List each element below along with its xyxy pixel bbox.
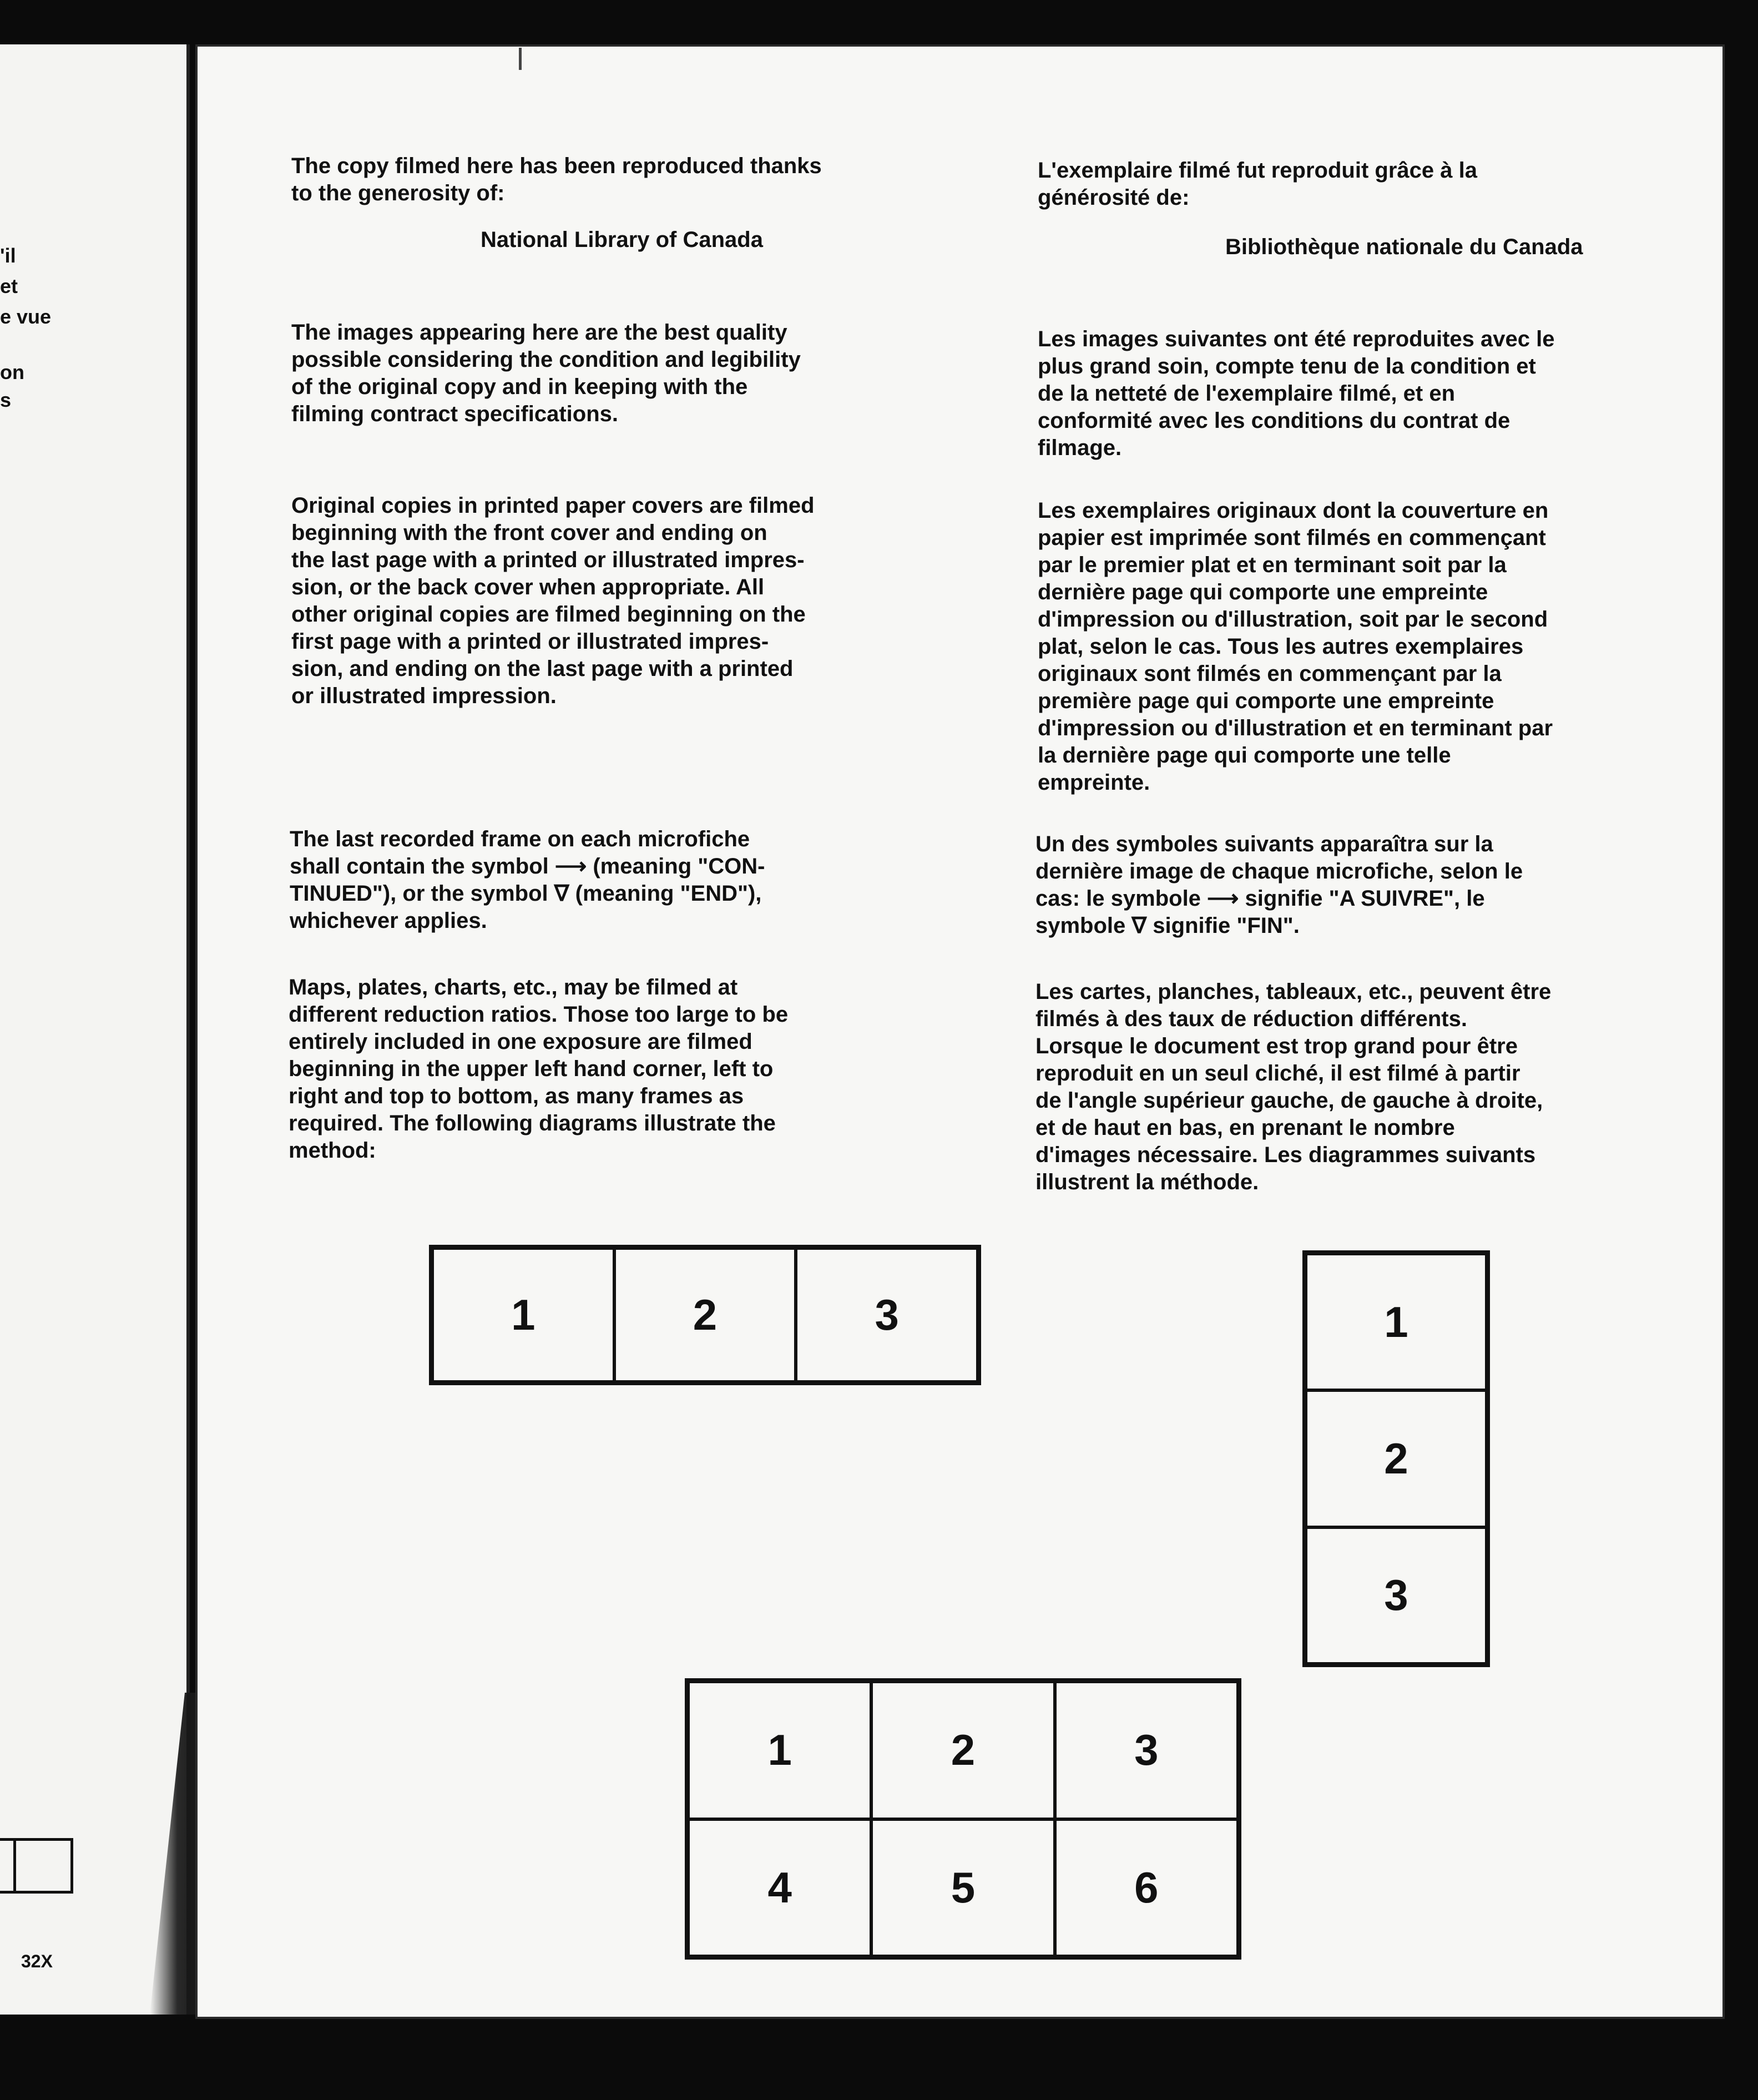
- left-page-fragment: et: [0, 275, 18, 297]
- frame-cell: 4: [688, 1819, 871, 1957]
- frame-cell: 6: [1055, 1819, 1238, 1957]
- fr-institution-name: Bibliothèque nationale du Canada: [1225, 235, 1583, 259]
- fr-symbols-text: Un des symboles suivants apparaîtra sur la dernière image de chaque microfiche, selon le cas: le symbole ⟶ signifie "A SUIVRE", le symbole ∇ signifie "FIN".: [1035, 832, 1523, 938]
- frame-cell: 3: [1055, 1682, 1238, 1819]
- fr-originals-text: Les exemplaires originaux dont la couverture en papier est imprimée sont filmés en commençant par le premier plat et en terminant soit par la dernière page qui comporte une empreinte d'impression ou d'illustration, soit par le second plat, selon le cas. Tous les autres exemplaires originaux sont filmés en commençant par la première page qui comporte une empreinte d'impression ou d'illustration et en terminant par la dernière page qui comporte une telle empreinte.: [1038, 498, 1553, 795]
- vertical-frame-diagram: [1302, 1250, 1490, 1667]
- horizontal-frame-diagram: [429, 1245, 981, 1385]
- en-maps-text: Maps, plates, charts, etc., may be filmed at different reduction ratios. Those too large to be entirely included in one exposure are filmed beginning in the upper left hand corner, left to right and top to bottom, as many frames as required. The following diagrams illustrate the method:: [289, 975, 789, 1163]
- fr-maps-text: Les cartes, planches, tableaux, etc., peuvent être filmés à des taux de réduction différents. Lorsque le document est trop grand pour être reproduit en un seul cliché, il est filmé à partir de l'angle supérieur gauche, de gauche à droite, et de haut en bas, en prenant le nombre d'images nécessaire. Les diagrammes suivants illustrent la méthode.: [1035, 980, 1552, 1194]
- frame-cell: 1: [1306, 1254, 1487, 1390]
- en-thanks-text: The copy filmed here has been reproduced thanks to the generosity of:: [291, 154, 822, 205]
- frame-cell: 3: [1306, 1527, 1487, 1664]
- en-institution-name: National Library of Canada: [481, 228, 763, 252]
- frame-cell: 5: [871, 1819, 1054, 1957]
- frame-cell: 3: [796, 1248, 978, 1382]
- frame-cell: 1: [432, 1248, 614, 1382]
- en-images-text: The images appearing here are the best quality possible considering the condition and legibility of the original copy and in keeping with the filming contract specifications.: [291, 320, 801, 426]
- left-adjacent-page: [0, 44, 190, 2015]
- frame-cell: 2: [1306, 1390, 1487, 1527]
- frame-cell: 2: [614, 1248, 796, 1382]
- en-originals-text: Original copies in printed paper covers are filmed beginning with the front cover and ending on the last page with a printed or illustrated impres- sion, or the back cover when appropriate. All other original copies are filmed beginning on the first page with a printed or illustrated impres- sion, and ending on the last page with a printed or illustrated impression.: [291, 493, 815, 708]
- left-page-fragment: s: [0, 388, 12, 411]
- page-tick-mark: [519, 48, 522, 70]
- fr-thanks-text: L'exemplaire filmé fut reproduit grâce à la générosité de:: [1038, 158, 1477, 210]
- left-page-diagram: [0, 1838, 73, 1892]
- left-page-fragment: on: [0, 361, 24, 383]
- left-diagram-cell: [13, 1838, 73, 1894]
- grid-frame-diagram: [685, 1678, 1241, 1960]
- left-page-fragment: e vue: [0, 305, 52, 328]
- frame-cell: 1: [688, 1682, 871, 1819]
- en-symbols-text: The last recorded frame on each microfiche shall contain the symbol ⟶ (meaning "CON- TINUED"), or the symbol ∇ (meaning "END"), whichever applies.: [290, 827, 765, 933]
- frame-cell: 2: [871, 1682, 1054, 1819]
- left-page-fragment: 'il: [0, 244, 16, 267]
- fr-images-text: Les images suivantes ont été reproduites avec le plus grand soin, compte tenu de la condition et de la netteté de l'exemplaire filmé, et en conformité avec les conditions du contrat de filmage.: [1038, 327, 1555, 460]
- reduction-ratio-label: 32X: [21, 1951, 53, 1971]
